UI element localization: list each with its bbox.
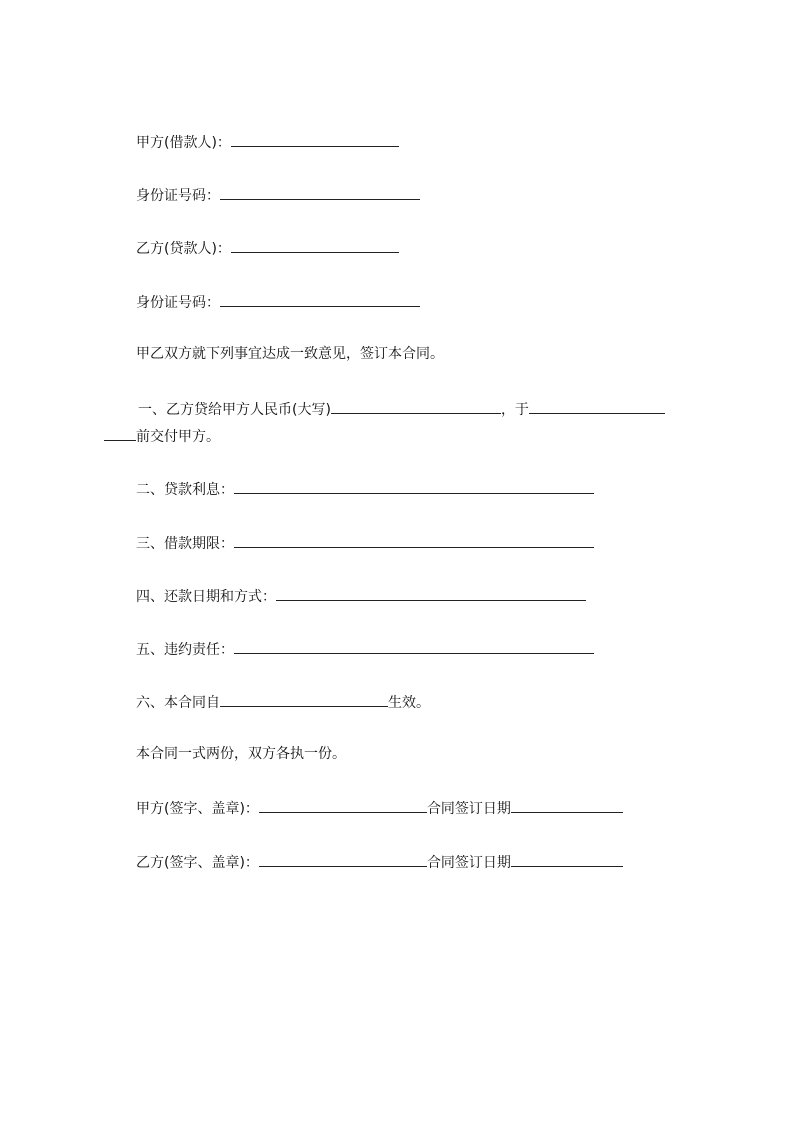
id-b-blank[interactable] [220,291,420,307]
clause-6-suffix: 生效。 [388,695,430,711]
signature-b-date-blank[interactable] [511,851,623,867]
signature-a-label: 甲方(签字、盖章)： [136,801,259,817]
signature-b-label: 乙方(签字、盖章)： [136,855,259,871]
clause-4-label: 四、还款日期和方式： [136,589,276,605]
interest-blank[interactable] [234,478,594,494]
signature-b [136,851,623,871]
term-blank[interactable] [234,532,594,548]
delivery-date-blank[interactable] [529,398,665,414]
signature-a-date-blank[interactable] [511,797,623,813]
signature-a [136,797,623,817]
id-a-blank[interactable] [220,184,420,200]
copies-paragraph: 本合同一式两份，双方各执一份。 [136,746,346,762]
amount-blank[interactable] [331,398,501,414]
liability-blank[interactable] [234,638,594,654]
signature-b-blank[interactable] [259,851,427,867]
party-a-blank[interactable] [231,131,399,147]
clause-1-suffix: 前交付甲方。 [136,429,220,445]
party-b-label: 乙方(贷款人)： [136,241,231,257]
clause-1-prefix: 一、乙方贷给甲方人民币(大写) [138,402,331,418]
clause-4 [136,585,586,605]
delivery-date-blank-continued[interactable] [104,425,136,441]
signature-a-date-label: 合同签订日期 [426,801,511,817]
party-a-label: 甲方(借款人)： [136,135,231,151]
clause-5-label: 五、违约责任： [136,642,234,658]
party-b-field [136,237,399,257]
clause-1 [138,398,665,418]
id-b-field [136,291,420,311]
clause-1-continued [104,425,220,445]
clause-3 [136,532,594,552]
id-a-label: 身份证号码： [136,188,220,204]
signature-a-blank[interactable] [259,797,427,813]
clause-3-label: 三、借款期限： [136,536,234,552]
signature-b-date-label: 合同签订日期 [426,855,511,871]
clause-2 [136,478,594,498]
clause-1-middle: ，于 [500,402,529,418]
clause-6 [136,691,430,711]
clause-2-label: 二、贷款利息： [136,482,234,498]
intro-paragraph: 甲乙双方就下列事宜达成一致意见，签订本合同。 [136,346,444,362]
repayment-blank[interactable] [276,585,586,601]
party-b-blank[interactable] [231,237,399,253]
clause-6-prefix: 六、本合同自 [136,695,220,711]
effective-blank[interactable] [220,691,388,707]
party-a-field [136,131,399,151]
clause-5 [136,638,594,658]
id-a-field [136,184,420,204]
id-b-label: 身份证号码： [136,295,220,311]
